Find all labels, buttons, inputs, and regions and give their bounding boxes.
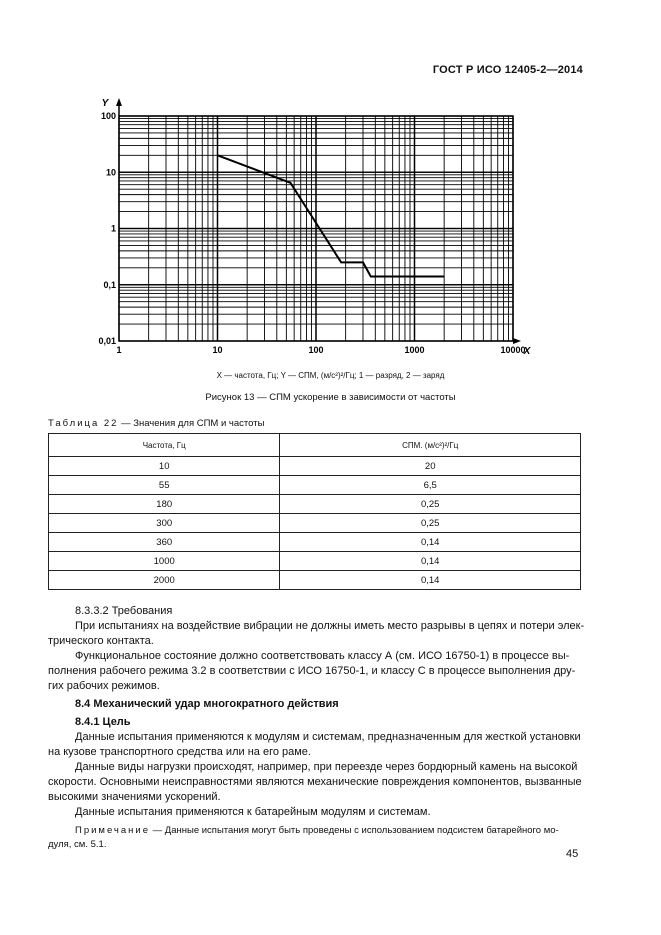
y-tick-label: 1 — [110, 223, 116, 234]
y-tick-label: 0,01 — [98, 336, 116, 346]
cell-psd: 0,14 — [280, 552, 581, 571]
note — [75, 824, 559, 837]
y-axis-letter: Y — [101, 98, 109, 109]
table-caption-text: — Значения для СПМ и частоты — [118, 418, 265, 429]
header-frequency: Частота, Гц — [49, 434, 280, 457]
paragraph-line: Данные виды нагрузки происходят, например, при переезде через бордюрный камень на высокой — [75, 761, 578, 773]
table-row — [49, 533, 581, 552]
table-caption — [48, 418, 264, 429]
paragraph-line: Данные испытания применяются к батарейным модулям и системам. — [75, 806, 431, 818]
psd-chart — [0, 0, 661, 400]
x-axis-letter: X — [523, 346, 531, 357]
cell-psd: 0,25 — [280, 514, 581, 533]
section-title-8332: 8.3.3.2 Требования — [75, 605, 173, 617]
paragraph-line: полнения рабочего режима 3.2 в соответствии с ИСО 16750-1, и классу С в процессе выполнения дру- — [48, 665, 576, 677]
x-axis-arrow — [513, 338, 521, 344]
y-tick-label: 0,1 — [103, 279, 116, 290]
paragraph-line: на кузове транспортного средства или на его раме. — [48, 746, 311, 758]
x-tick-label: 10000 — [500, 345, 526, 355]
table-row — [49, 514, 581, 533]
cell-psd: 0,14 — [280, 533, 581, 552]
y-tick-label: 10 — [105, 167, 116, 178]
figure-caption: Рисунок 13 — СПМ ускорение в зависимости от частоты — [205, 392, 456, 403]
cell-frequency: 10 — [49, 457, 280, 476]
cell-frequency: 360 — [49, 533, 280, 552]
cell-psd: 0,25 — [280, 495, 581, 514]
paragraph-line: скорости. Основными неисправностями являются механические повреждения компонентов, вызванные — [48, 776, 582, 788]
table-row — [49, 552, 581, 571]
cell-psd: 6,5 — [280, 476, 581, 495]
paragraph-line: Данные испытания применяются к модулям и системам, предназначенным для жесткой установки — [75, 731, 581, 743]
note-text: — Данные испытания могут быть проведены с использованием подсистем батарейного мо- — [150, 825, 559, 836]
y-tick-label: 100 — [100, 111, 116, 121]
chart-grid — [119, 116, 513, 341]
cell-frequency: 55 — [49, 476, 280, 495]
x-tick-label: 10 — [212, 345, 223, 355]
paragraph-line: гих рабочих режимов. — [48, 680, 160, 692]
figure-legend: X — частота, Гц; Y — СПМ, (м/с²)²/Гц; 1 — разряд, 2 — заряд — [216, 371, 445, 380]
table-row — [49, 457, 581, 476]
cell-frequency: 180 — [49, 495, 280, 514]
note-label: Примечание — [75, 825, 150, 836]
paragraph-line: При испытаниях на воздействие вибрации не должны иметь место разрывы в цепях и потери элек- — [75, 620, 585, 632]
x-tick-label: 100 — [308, 345, 324, 355]
cell-psd: 20 — [280, 457, 581, 476]
cell-frequency: 2000 — [49, 571, 280, 590]
table-row — [49, 495, 581, 514]
paragraph-line: Функциональное состояние должно соответствовать классу А (см. ИСО 16750-1) в процессе вы- — [75, 650, 570, 662]
cell-frequency: 300 — [49, 514, 280, 533]
page-number: 45 — [566, 848, 579, 860]
paragraph-line: трического контакта. — [48, 635, 154, 647]
standard-header: ГОСТ Р ИСО 12405-2—2014 — [432, 64, 583, 76]
table-row — [49, 476, 581, 495]
cell-psd: 0,14 — [280, 571, 581, 590]
spm-table — [48, 433, 581, 590]
x-tick-label: 1 — [116, 345, 122, 355]
table-caption-label: Таблица 22 — [48, 418, 119, 429]
cell-frequency: 1000 — [49, 552, 280, 571]
header-psd: СПМ. (м/с²)²/Гц — [280, 434, 581, 457]
x-tick-label: 1000 — [404, 345, 425, 355]
section-title-841: 8.4.1 Цель — [75, 716, 131, 728]
table-header-row — [49, 434, 581, 457]
table-row — [49, 571, 581, 590]
paragraph-line: высокими значениями ускорений. — [48, 791, 221, 803]
section-title-84: 8.4 Механический удар многократного действия — [75, 698, 339, 710]
note-continuation: дуля, см. 5.1. — [48, 839, 107, 850]
